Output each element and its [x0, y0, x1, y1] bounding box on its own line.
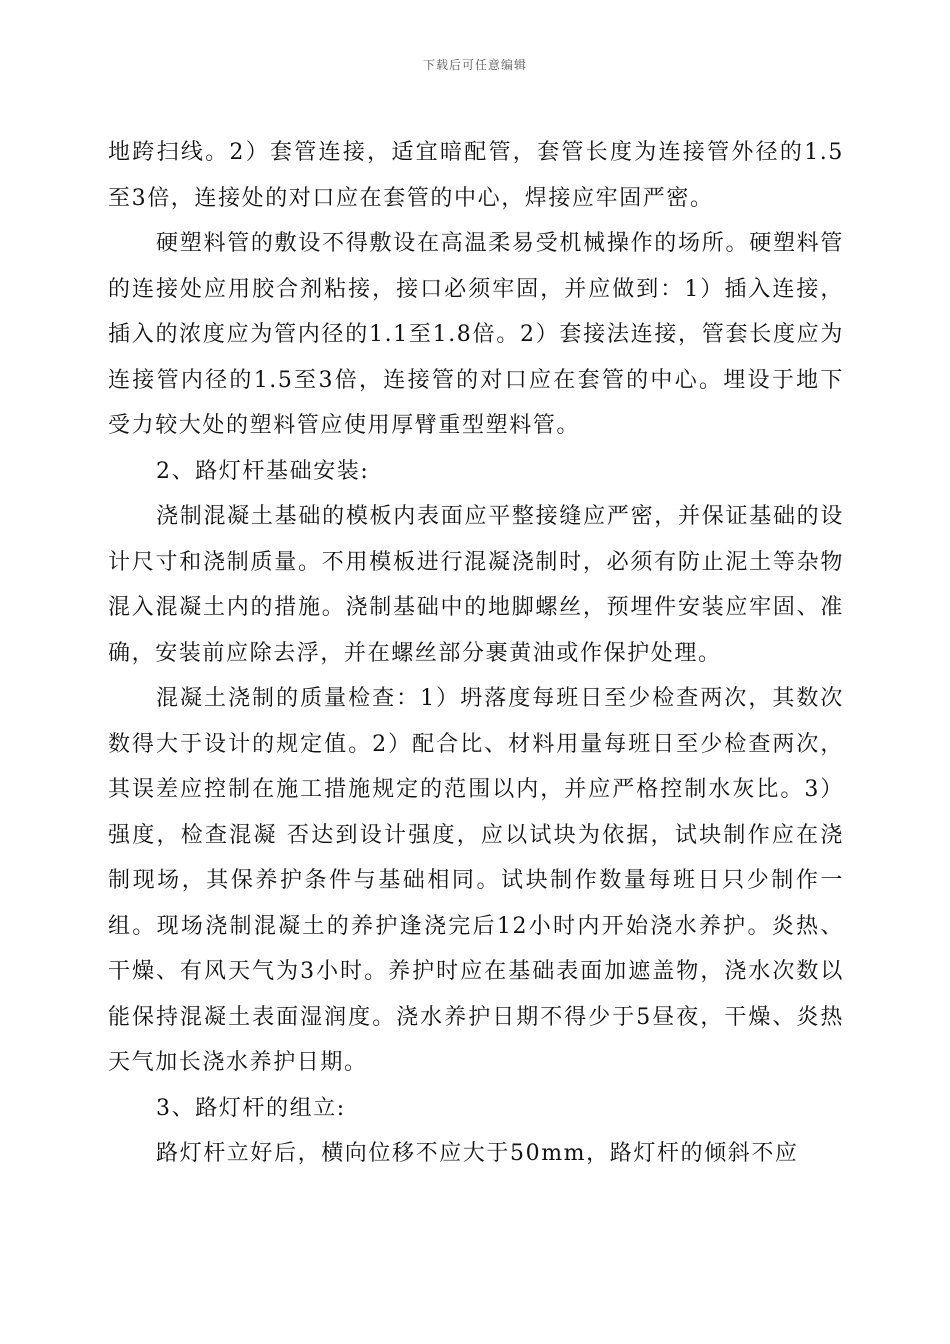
section-heading-3: 3、路灯杆的组立: — [156, 1095, 346, 1121]
paragraph-3: 浇制混凝土基础的模板内表面应平整接缝应严密，并保证基础的设计尺寸和浇制质量。不用模板进行混凝浇制时，必须有防止泥土等杂物混入混凝土内的措施。浇制基础中的地脚螺丝，预埋件安装应牢固、准确，安装前应除去浮，并在螺丝部分裹黄油或作保护处理。 — [108, 504, 844, 666]
paragraph-5: 路灯杆立好后，横向位移不应大于50mm，路灯杆的倾斜不应 — [156, 1141, 799, 1166]
document-body — [108, 130, 844, 1177]
page-header: 下载后可任意编辑 — [422, 58, 527, 72]
section-heading-2: 2、路灯杆基础安装: — [156, 458, 370, 484]
paragraph-2: 硬塑料管的敷设不得敷设在高温柔易受机械操作的场所。硬塑料管的连接处应用胶合剂粘接，接口必须牢固，并应做到：1）插入连接，插入的浓度应为管内径的1.1至1.8倍。2）套接法连接，管套长度应为连接管内径的1.5至3倍，连接管的对口应在套管的中心。埋设于地下受力较大处的塑料管应使用厚臂重型塑料管。 — [108, 231, 844, 438]
paragraph-1: 地跨扫线。2）套管连接，适宜暗配管，套管长度为连接管外径的1.5至3倍，连接处的对口应在套管的中心，焊接应牢固严密。 — [108, 140, 844, 211]
paragraph-4: 混凝土浇制的质量检查：1）坍落度每班日至少检查两次，其数次数得大于设计的规定值。2）配合比、材料用量每班日至少检查两次，其误差应控制在施工措施规定的范围以内，并应严格控制水灰比。3）强度，检查混凝 否达到设计强度，应以试块为依据，试块制作应在浇制现场，其保养护条件与基础相同。试块制作数量每班日只少制作一组。现场浇制混凝土的养护逢浇完后12小时内开始浇水养护。炎热、干燥、有风天气为3小时。养护时应在基础表面加遮盖物，浇水次数以能保持混凝土表面湿润度。浇水养护日期不得少于5昼夜，干燥、炎热天气加长浇水养护日期。 — [108, 686, 844, 1075]
